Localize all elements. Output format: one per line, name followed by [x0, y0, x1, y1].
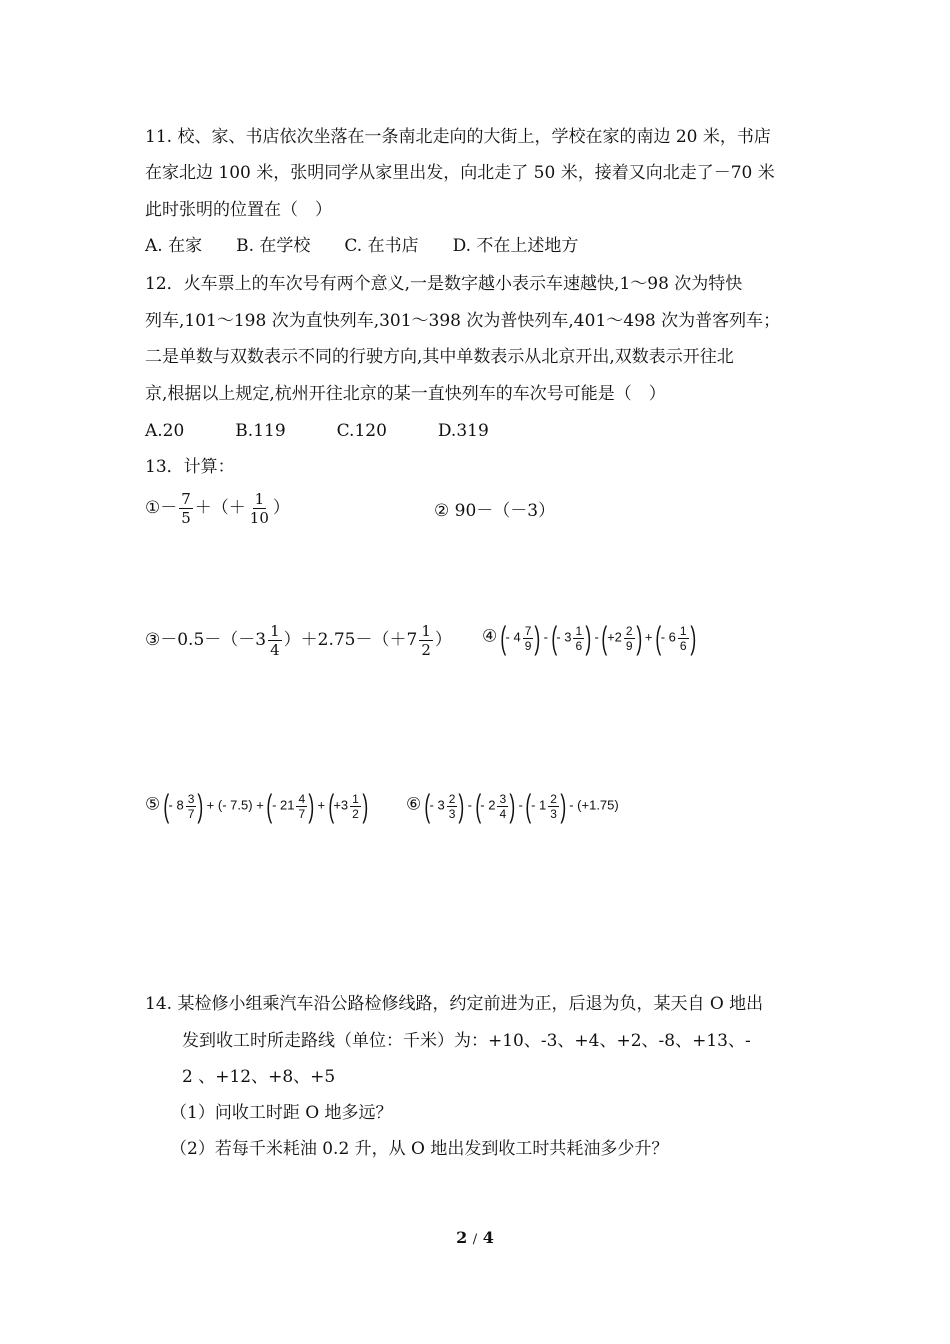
- q11-line3: 此时张明的位置在（ ）: [145, 200, 332, 220]
- q12-line4: 京,根据以上规定,杭州开往北京的某一直快列车的车次号可能是（ ）: [145, 384, 666, 404]
- q14-line3: 2 、+12、+8、+5: [182, 1067, 336, 1087]
- q12-line2: 列车,101～198 次为直快列车,301～398 次为普快列车,401～498 次为普客列车；: [145, 311, 781, 331]
- q12-line1: 12．火车票上的车次号有两个意义,一是数字越小表示车速越快,1～98 次为特快: [145, 274, 743, 294]
- q13-title: 13．计算：: [145, 457, 235, 477]
- q13-expr-4: ④ (- 4 $\frac{7}{9}$ ) - (- 3 $\frac{1}{6}$ ) - (+2 $\frac{2}{9}$ ) + (- 6 $\frac{1}{6}$ ): [482, 620, 696, 656]
- q13-expr-1: ①－ $\frac{7}{5}$ ＋（＋ $\frac{1}{10}$ ）: [145, 490, 290, 527]
- q13-expr-5: ⑤ (- 8 $\frac{3}{7}$ ) + (- 7.5) + (- 21 $\frac{4}{7}$ ) + (+3 $\frac{1}{2}$ ): [145, 788, 369, 824]
- q12-line3: 二是单数与双数表示不同的行驶方向,其中单数表示从北京开出,双数表示开往北: [145, 347, 734, 367]
- q14-line2: 发到收工时所走路线（单位：千米）为：+10、-3、+4、+2、-8、+13、-: [182, 1031, 751, 1051]
- q13-expr-3: ③－0.5－（－3 $\frac{1}{4}$ ）＋2.75－（＋7 $\frac{1}{2}$ ）: [145, 622, 452, 659]
- q11-line2: 在家北边 100 米，张明同学从家里出发，向北走了 50 米，接着又向北走了－70 米: [145, 163, 775, 183]
- q13-expr-2: ② 90－（－3）: [434, 501, 556, 521]
- q14-sub2: （2）若每千米耗油 0.2 升，从 O 地出发到收工时共耗油多少升？: [170, 1139, 669, 1159]
- q12-options: A.20 B.119 C.120 D.319: [145, 421, 489, 441]
- q14-line1: 14. 某检修小组乘汽车沿公路检修线路，约定前进为正，后退为负，某天自 O 地出: [145, 994, 764, 1014]
- q11-options: A. 在家 B. 在学校 C. 在书店 D. 不在上述地方: [145, 236, 579, 256]
- q13-expr-6: ⑥ (- 3 $\frac{2}{3}$ ) - (- 2 $\frac{3}{4}$ ) - (- 1 $\frac{2}{3}$ ) - (+1.75): [406, 788, 619, 824]
- q14-sub1: （1）问收工时距 O 地多远？: [170, 1103, 393, 1123]
- page-number: 2 / 4: [456, 1228, 494, 1247]
- q11-line1: 11. 校、家、书店依次坐落在一条南北走向的大街上，学校在家的南边 20 米，书店: [145, 127, 771, 147]
